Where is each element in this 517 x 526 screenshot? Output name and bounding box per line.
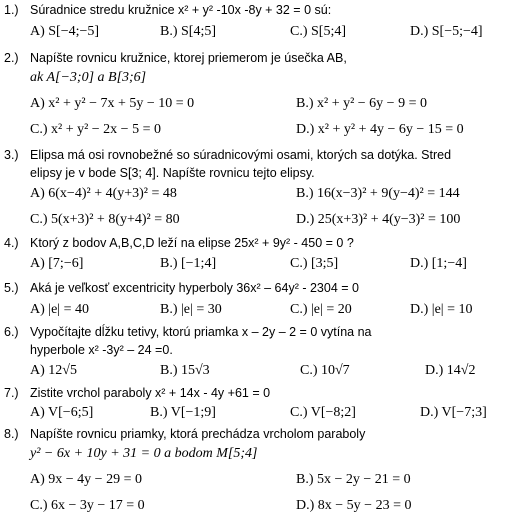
option-b: B.) x² + y² − 6y − 9 = 0 — [296, 96, 427, 111]
question-text: Napíšte rovnicu kružnice, ktorej priemerom je úsečka AB, — [30, 51, 347, 65]
option-b: B.) 5x − 2y − 21 = 0 — [296, 472, 411, 487]
option-c: C.) 6x − 3y − 17 = 0 — [30, 498, 145, 513]
question-7 — [4, 386, 270, 400]
option-a: A) S[−4;−5] — [30, 24, 100, 39]
question-extra: ak A[−3;0] a B[3;6] — [30, 70, 147, 85]
option-a: A) [7;−6] — [30, 256, 84, 271]
option-c: C.) |e| = 20 — [290, 302, 352, 317]
question-4 — [4, 236, 354, 250]
option-b: B.) [−1;4] — [160, 256, 217, 271]
question-number: 1.) — [4, 3, 19, 17]
question-text-continued: elipsy je v bode S[3; 4]. Napíšte rovnicu tejto elipsy. — [30, 166, 315, 180]
option-c: C.) x² + y² − 2x − 5 = 0 — [30, 122, 161, 137]
option-b: B.) |e| = 30 — [160, 302, 222, 317]
option-d: D.) V[−7;3] — [420, 405, 487, 420]
question-3 — [4, 148, 451, 162]
option-d: D.) 14√2 — [425, 363, 476, 378]
option-c: C.) 5(x+3)² + 8(y+4)² = 80 — [30, 212, 180, 227]
option-d: D.) S[−5;−4] — [410, 24, 483, 39]
question-text-continued: hyperbole x² -3y² – 24 =0. — [30, 343, 173, 357]
question-2 — [4, 51, 347, 65]
option-b: B.) V[−1;9] — [150, 405, 216, 420]
question-number: 7.) — [4, 386, 19, 400]
question-number: 2.) — [4, 51, 19, 65]
question-text: Elipsa má osi rovnobežné so súradnicovými osami, ktorých sa dotýka. Stred — [30, 148, 452, 162]
option-c: C.) V[−8;2] — [290, 405, 356, 420]
question-text: Napíšte rovnicu priamky, ktorá prechádza vrcholom paraboly — [30, 427, 366, 441]
question-6 — [4, 325, 372, 339]
question-number: 6.) — [4, 325, 19, 339]
question-text: Aká je veľkosť excentricity hyperboly 36x² – 64y² - 2304 = 0 — [30, 281, 359, 295]
question-extra: y² − 6x + 10y + 31 = 0 a bodom M[5;4] — [30, 446, 258, 461]
option-d: D.) x² + y² + 4y − 6y − 15 = 0 — [296, 122, 464, 137]
option-c: C.) [3;5] — [290, 256, 339, 271]
option-b: B.) 16(x−3)² + 9(y−4)² = 144 — [296, 186, 460, 201]
option-a: A) 12√5 — [30, 363, 77, 378]
option-a: A) x² + y² − 7x + 5y − 10 = 0 — [30, 96, 195, 111]
option-c: C.) 10√7 — [300, 363, 350, 378]
option-b: B.) 15√3 — [160, 363, 210, 378]
option-a: A) |e| = 40 — [30, 302, 89, 317]
option-a: A) V[−6;5] — [30, 405, 94, 420]
question-8 — [4, 427, 365, 441]
option-b: B.) S[4;5] — [160, 24, 216, 39]
option-c: C.) S[5;4] — [290, 24, 346, 39]
question-number: 3.) — [4, 148, 19, 162]
question-number: 5.) — [4, 281, 19, 295]
option-d: D.) |e| = 10 — [410, 302, 473, 317]
question-text: Súradnice stredu kružnice x² + y² -10x -8y + 32 = 0 sú: — [30, 3, 332, 17]
option-d: D.) 8x − 5y − 23 = 0 — [296, 498, 412, 513]
question-text: Ktorý z bodov A,B,C,D leží na elipse 25x² + 9y² - 450 = 0 ? — [30, 236, 354, 250]
option-a: A) 9x − 4y − 29 = 0 — [30, 472, 142, 487]
question-number: 8.) — [4, 427, 19, 441]
question-text: Zistite vrchol paraboly x² + 14x - 4y +61 = 0 — [30, 386, 271, 400]
option-a: A) 6(x−4)² + 4(y+3)² = 48 — [30, 186, 177, 201]
question-text: Vypočítajte dĺžku tetivy, ktorú priamka x – 2y – 2 = 0 vytína na — [30, 325, 372, 339]
option-d: D.) [1;−4] — [410, 256, 467, 271]
question-5 — [4, 281, 359, 295]
question-number: 4.) — [4, 236, 19, 250]
option-d: D.) 25(x+3)² + 4(y−3)² = 100 — [296, 212, 461, 227]
question-1 — [4, 3, 331, 17]
